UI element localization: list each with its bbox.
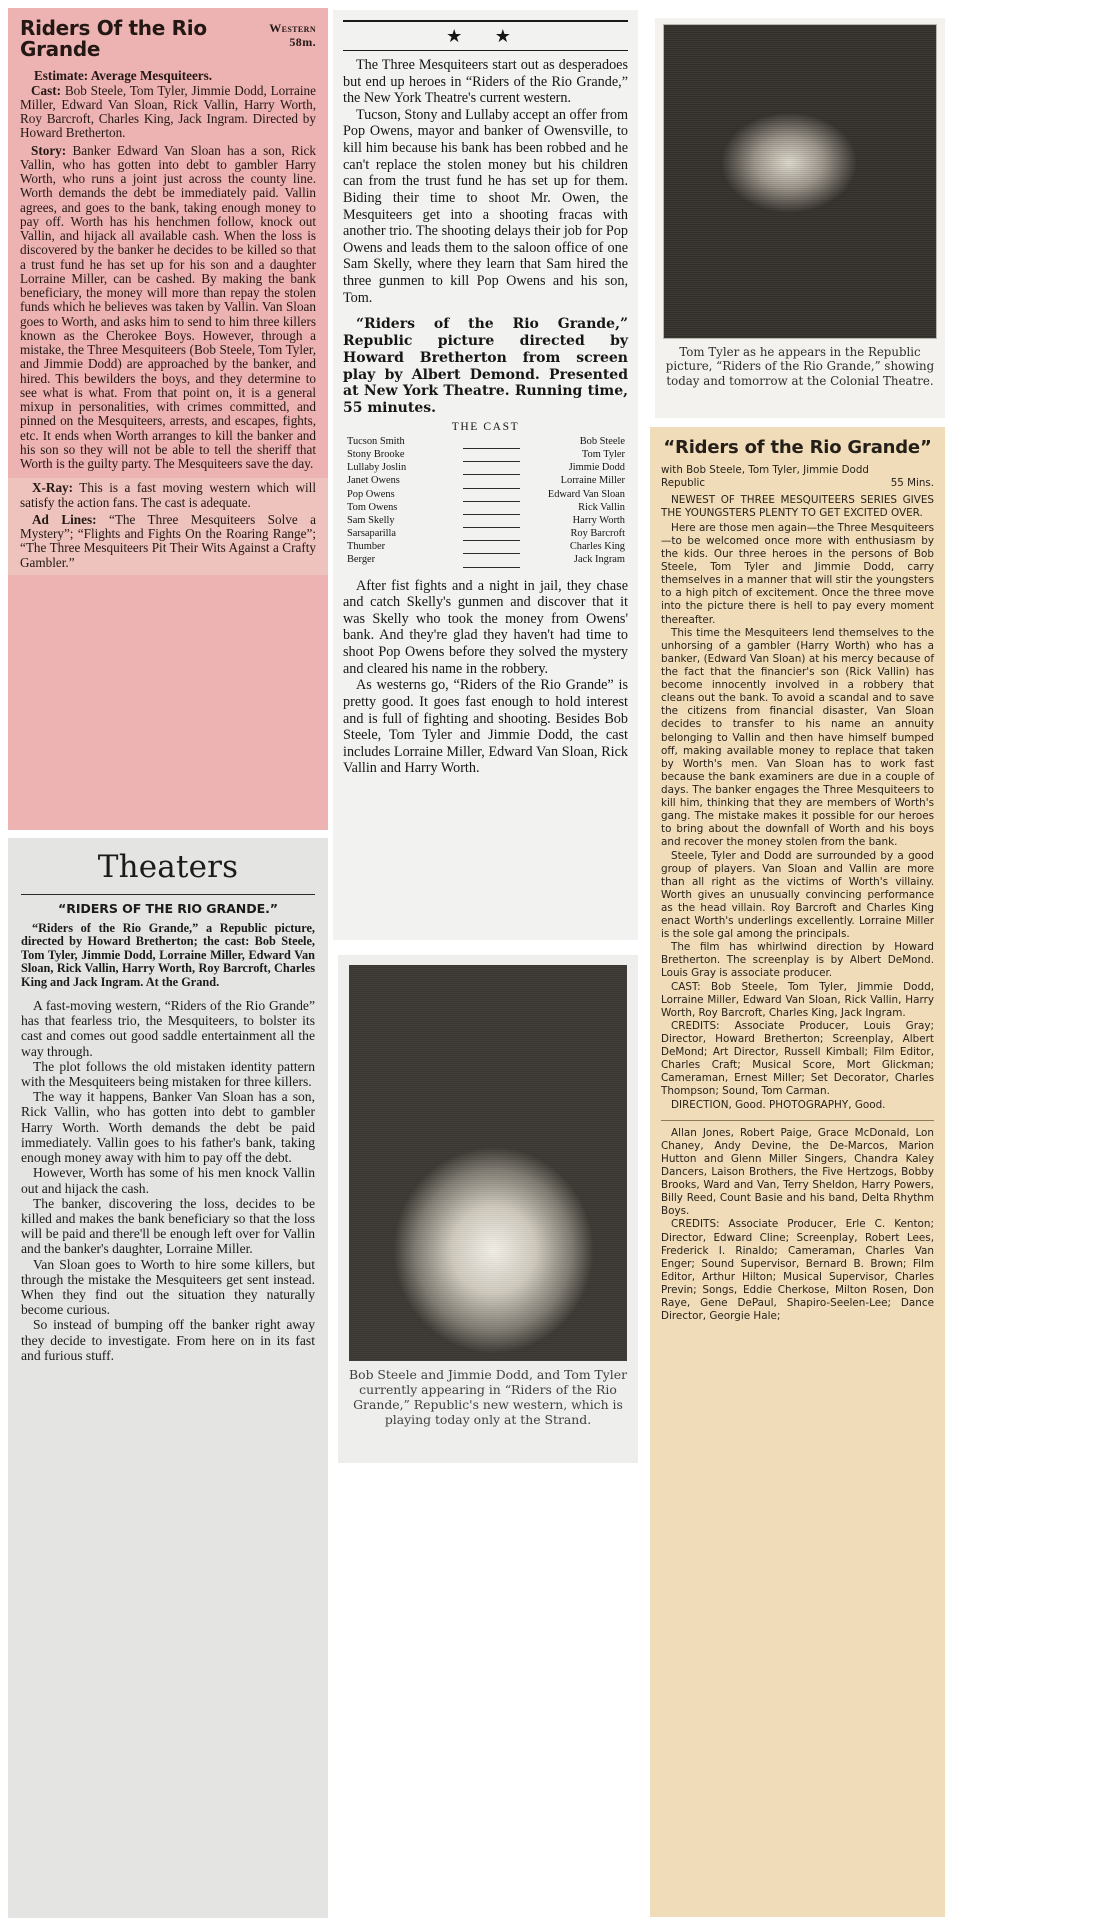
beige-cast-paragraph xyxy=(661,981,934,1020)
cast-actor: Jimmie Dodd xyxy=(568,462,625,474)
pink-xray-paragraph xyxy=(20,481,316,510)
group-photo-image xyxy=(349,965,627,1361)
cast-dots xyxy=(463,497,520,510)
cast-actor: Harry Worth xyxy=(572,514,625,526)
beige-title: “Riders of the Rio Grande” xyxy=(663,437,932,458)
pink-header xyxy=(20,18,316,60)
theaters-rule xyxy=(21,894,315,895)
tom-tyler-photo-caption: Tom Tyler as he appears in the Republic picture, “Riders of the Rio Grande,” showing today and tomorrow at the Colonial Theatre. xyxy=(665,345,935,388)
theaters-masthead: Theaters xyxy=(97,849,239,885)
cast-role: Tucson Smith xyxy=(347,435,405,447)
beige-second-credits-paragraph xyxy=(661,1218,934,1323)
ny-review-paragraph: Tucson, Stony and Lullaby accept an offer from Pop Owens, mayor and banker of Owensville, to kill him because his bank has been robbed and he can't replace the stolen money but his children can from the trust fund he has set up for them. Biding their time to shoot Mr. Owen, the Mesquiteers get into a shooting fracas with another trio. The shooting delays their job for Pop Owens and leads them to the saloon office of one Sam Skelly, where they learn that Sam hired the three gunmen to kill Pop Owens and his son, Tom. xyxy=(343,106,628,306)
cast-actor: Bob Steele xyxy=(579,435,625,447)
cast-dots xyxy=(463,550,520,563)
beige-paragraph: Here are those men again—the Three Mesquiteers—to be welcomed once more with enthusiasm by the kids. Our three heroes in the persons of Bob Steele, Tom Tyler and Jimmie Dodd, carry themselves in a manner that will stir the youngsters to a high pitch of excitement. Once the three move into the picture there is hell to pay every moment thereafter. xyxy=(661,521,934,626)
cast-actor: Roy Barcroft xyxy=(570,528,625,540)
theaters-paragraph: So instead of bumping off the banker right away they decide to investigate. From here on in its fast and furious stuff. xyxy=(21,1317,315,1363)
pink-xray-label: X-Ray: xyxy=(32,480,74,496)
theaters-paragraph: The banker, discovering the loss, decides to be killed and makes the bank beneficiary so that the loss will be paid and there'll be enough left over for Vallin and the banker's daughter, Lorraine Miller. xyxy=(21,1195,315,1257)
ny-review-after-paragraph: As westerns go, “Riders of the Rio Grande” is pretty good. It goes fast enough to hold interest and is full of fighting and shooting. Besides Bob Steele, Tom Tyler and Jimmie Dodd, the cast includes Lorraine Miller, Edward Van Sloan, Rick Vallin and Harry Worth. xyxy=(343,677,628,777)
beige-paragraph: This time the Mesquiteers lend themselves to the unhorsing of a gambler (Harry Worth) who has a banker, (Edward Van Sloan) at his mercy because of the fact that the financier's son (Rick Vallin) has become innocently involved in a robbery that cleans out the bank. To avoid a scandal and to save the citizens from financial disaster, Van Sloan decides to transfer to his name an annuity belonging to Vallin and then have himself bumped off, making available money to replace that taken by Worth's men. Van Sloan has to work fast because the bank examiners are due in a couple of days. The banker engages the Three Mesquiteers to kill him, thinking that they are members of Worth's gang. The mistake makes it possible for our heroes to bring about the downfall of Worth and his boys and recover the money stolen from the bank. xyxy=(661,626,934,849)
theaters-paragraph: The way it happens, Banker Van Sloan has a son, Rick Vallin, who has gotten into debt to gambler Harry Worth. Worth demands the debt be paid immediately. Vallin goes to his father's bank, taking enough money away with him to pay off the debt. xyxy=(21,1089,315,1166)
pink-genre-label: Western xyxy=(269,21,316,35)
cast-role: Janet Owens xyxy=(347,475,400,487)
pink-story-paragraph xyxy=(20,144,316,472)
pink-cast-text: Bob Steele, Tom Tyler, Jimmie Dodd, Lorraine Miller, Edward Van Sloan, Rick Vallin, Harry Worth, Roy Barcroft, Charles King, Jack Ingram. Directed by Howard Bretherton. xyxy=(20,82,317,141)
beige-divider xyxy=(661,1120,934,1121)
cast-dots xyxy=(463,537,520,550)
pink-story-label: Story: xyxy=(31,142,67,158)
ny-cast-header: THE CAST xyxy=(451,420,520,433)
beige-cast-label: CAST: xyxy=(671,980,701,993)
cast-actor: Tom Tyler xyxy=(581,449,625,461)
ny-review-clipping xyxy=(333,10,638,940)
beige-studio-line xyxy=(661,477,934,490)
cast-dots xyxy=(463,524,520,537)
pink-adlines-text: “The Three Mesquiteers Solve a Mystery”; “Flights and Fights On the Roaring Range”; “The Three Mesquiteers Pit Their Wits Against a Crafty Gambler.” xyxy=(20,511,317,570)
cast-role: Lullaby Joslin xyxy=(347,462,407,474)
cast-role: Sam Skelly xyxy=(347,514,395,526)
beige-credits-text: Associate Producer, Louis Gray; Director, Howard Bretherton; Screenplay, Albert DeMond; Art Director, Russell Kimball; Film Editor, Charles Craft; Musical Score, Mort Glickman; Cameraman, Ernest Miller; Set Decorator, Charles Thompson; Sound, Tom Carman. xyxy=(661,1019,934,1098)
beige-studio: Republic xyxy=(661,477,706,490)
pink-estimate: Estimate: Average Mesquiteers. xyxy=(34,68,213,84)
beige-second-names: Allan Jones, Robert Paige, Grace McDonald, Lon Chaney, Andy Devine, the De-Marcos, Marion Hutton and Glenn Miller Singers, Chandra Kaley Dancers, Laison Brothers, the Five Hertzogs, Bobby Brooks, Ward and Van, Terry Sheldon, Harry Powers, Billy Reed, Count Basie and his band, Delta Rhythm Boys. xyxy=(661,1126,934,1218)
group-photo-caption: Bob Steele and Jimmie Dodd, and Tom Tyler currently appearing in “Riders of the Rio Grande,” Republic's new western, which is playing today only at the Strand. xyxy=(349,1367,628,1427)
cast-dots xyxy=(463,510,520,523)
pink-xray-text: This is a fast moving western which will satisfy the action fans. The cast is adequate. xyxy=(20,480,316,510)
pink-xray-band xyxy=(8,478,328,575)
cast-role: Tom Owens xyxy=(347,501,398,513)
beige-second-credits-label: CREDITS: xyxy=(671,1218,720,1231)
beige-second-credits-text: Associate Producer, Erle C. Kenton; Director, Edward Cline; Screenplay, Robert Lees, Frederick I. Rinaldo; Cameraman, Charles Van Enger; Sound Supervisor, Bernard B. Brown; Film Editor, Arthur Hilton; Musical Supervisor, Charles Previn; Songs, Eddie Cherkose, Milton Rosen, Don Raye, Gene DePaul, Shapiro-Seelen-Lee; Dance Director, Georgie Hale; xyxy=(661,1218,934,1323)
pink-running-time: 58m. xyxy=(289,35,316,50)
cast-role: Stony Brooke xyxy=(347,449,405,461)
star-rating: ★ ★ xyxy=(343,20,628,51)
cast-role: Pop Owens xyxy=(347,488,395,500)
table-row xyxy=(343,554,628,567)
cast-role: Thumber xyxy=(347,541,386,553)
beige-review-clipping xyxy=(650,427,945,1917)
ny-review-after-paragraph: After fist fights and a night in jail, they chase and catch Skelly's gunmen and discover that it was Skelly who took the money from Owens' bank. And they're glad they haven't had time to shoot Pop Owens before they solved the mystery and cleared his name in the robbery. xyxy=(343,577,628,677)
cast-dots xyxy=(463,445,520,458)
pink-review-clipping xyxy=(8,8,328,830)
beige-credits-label: CREDITS: xyxy=(671,1019,720,1032)
group-photo-clipping xyxy=(338,955,638,1463)
tom-tyler-photo-clipping xyxy=(655,18,945,418)
pink-film-title: Riders Of the Rio Grande xyxy=(20,16,207,62)
beige-running-time: 55 Mins. xyxy=(890,477,934,490)
cast-dots xyxy=(463,458,520,471)
pink-adlines-label: Ad Lines: xyxy=(32,511,97,527)
cast-role: Sarsaparilla xyxy=(347,528,397,540)
cast-actor: Charles King xyxy=(569,541,625,553)
cast-dots xyxy=(463,431,520,444)
beige-cast-text: Bob Steele, Tom Tyler, Jimmie Dodd, Lorraine Miller, Edward Van Sloan, Rick Vallin, Harry Worth, Roy Barcroft, Charles King, Jack Ingram. xyxy=(661,980,935,1019)
theaters-paragraph: A fast-moving western, “Riders of the Rio Grande” has that fearless trio, the Mesquiteers, to bolster its cast and comes out good saddle entertainment all the way through. xyxy=(21,997,315,1059)
ny-review-credit-paragraph: “Riders of the Rio Grande,” Republic picture directed by Howard Bretherton from screen play by Albert Demond. Presented at New York Theatre. Running time, 55 minutes. xyxy=(343,316,628,417)
cast-dots xyxy=(463,471,520,484)
beige-credits-paragraph xyxy=(661,1020,934,1099)
theaters-paragraph: The plot follows the old mistaken identity pattern with the Mesquiteers being mistaken for three killers. xyxy=(21,1058,315,1089)
pink-cast-label: Cast: xyxy=(31,82,62,98)
beige-with-line: with Bob Steele, Tom Tyler, Jimmie Dodd xyxy=(661,463,869,476)
theaters-paragraph: However, Worth has some of his men knock Vallin out and hijack the cash. xyxy=(21,1165,315,1196)
cast-actor: Edward Van Sloan xyxy=(547,488,625,500)
theaters-headline: “RIDERS OF THE RIO GRANDE.” xyxy=(58,901,278,917)
beige-paragraph: The film has whirlwind direction by Howard Bretherton. The screenplay is by Albert DeMond. Louis Gray is associate producer. xyxy=(661,941,934,980)
pink-genre-block xyxy=(269,18,316,50)
cast-actor: Lorraine Miller xyxy=(560,475,625,487)
beige-paragraph: Steele, Tyler and Dodd are surrounded by a good group of players. Van Sloan and Vallin are more than all right as the victims of Worth's villainy. Worth gives an unusually convincing performance as the head villain. Roy Barcroft and Charles King enact Worth's underlings excellently. Lorraine Miller is the sole gal among the principals. xyxy=(661,849,934,941)
cast-dots xyxy=(463,484,520,497)
cast-actor: Rick Vallin xyxy=(578,501,625,513)
pink-cast-paragraph xyxy=(20,84,316,141)
ny-review-paragraph: The Three Mesquiteers start out as desperadoes but end up heroes in “Riders of the Rio Grande,” the New York Theatre's current western. xyxy=(343,57,628,107)
cast-actor: Jack Ingram xyxy=(573,554,625,566)
theaters-clipping xyxy=(8,838,328,1918)
beige-lead: NEWEST OF THREE MESQUITEERS SERIES GIVES THE YOUNGSTERS PLENTY TO GET EXCITED OVER. xyxy=(661,493,934,519)
cast-role: Berger xyxy=(347,554,376,566)
theaters-body xyxy=(21,998,315,1363)
tom-tyler-photo-image xyxy=(663,24,937,339)
theaters-paragraph: Van Sloan goes to Worth to hire some killers, but through the mistake the Mesquiteers get sent instead. When they find out the situation they naturally become curious. xyxy=(21,1256,315,1318)
pink-adlines-paragraph xyxy=(20,513,316,570)
theaters-credits-block: “Riders of the Rio Grande,” a Republic picture, directed by Howard Bretherton; the cast: Bob Steele, Tom Tyler, Jimmie Dodd, Lorraine Miller, Edward Van Sloan, Rick Vallin, Harry Worth, Roy Barcroft, Charles King and Jack Ingram. At the Grand. xyxy=(21,920,315,989)
pink-story-text: Banker Edward Van Sloan has a son, Rick Vallin, who has gotten into debt to gambler Harry Worth, who runs a joint just across the county line. Worth demands the debt be immediately paid. Vallin agrees, and goes to the bank, taking enough money to pay off. Worth has his henchmen follow, knock out Vallin, and hijack all available cash. When the loss is discovered by the banker he decides to be killed so that a trust fund he has set up for his son and a daughter Lorraine Miller, can be cashed. By making the bank beneficiary, the money will more than repay the stolen funds which he believes was taken by Vallin. Van Sloan goes to Worth, and asks him to send to him three killers known as the Cherokee Boys. However, through a mistake, the Three Mesquiteers (Bob Steele, Tom Tyler, and Jimmie Dodd) are approached by the banker, and hired. This bewilders the boys, and they determine to see what is what. From that point on, it is a general mixup in personalities, with crimes committed, and pinned on the Mesquiteers, arrests, and escapes, fights, etc. It ends when Worth arranges to kill the banker and his son so they will not be able to tell the sheriff that Worth is the guilty party. The Mesquiteers save the day. xyxy=(20,142,317,472)
ny-cast-table xyxy=(343,435,628,567)
beige-direction-line: DIRECTION, Good. PHOTOGRAPHY, Good. xyxy=(671,1098,886,1111)
